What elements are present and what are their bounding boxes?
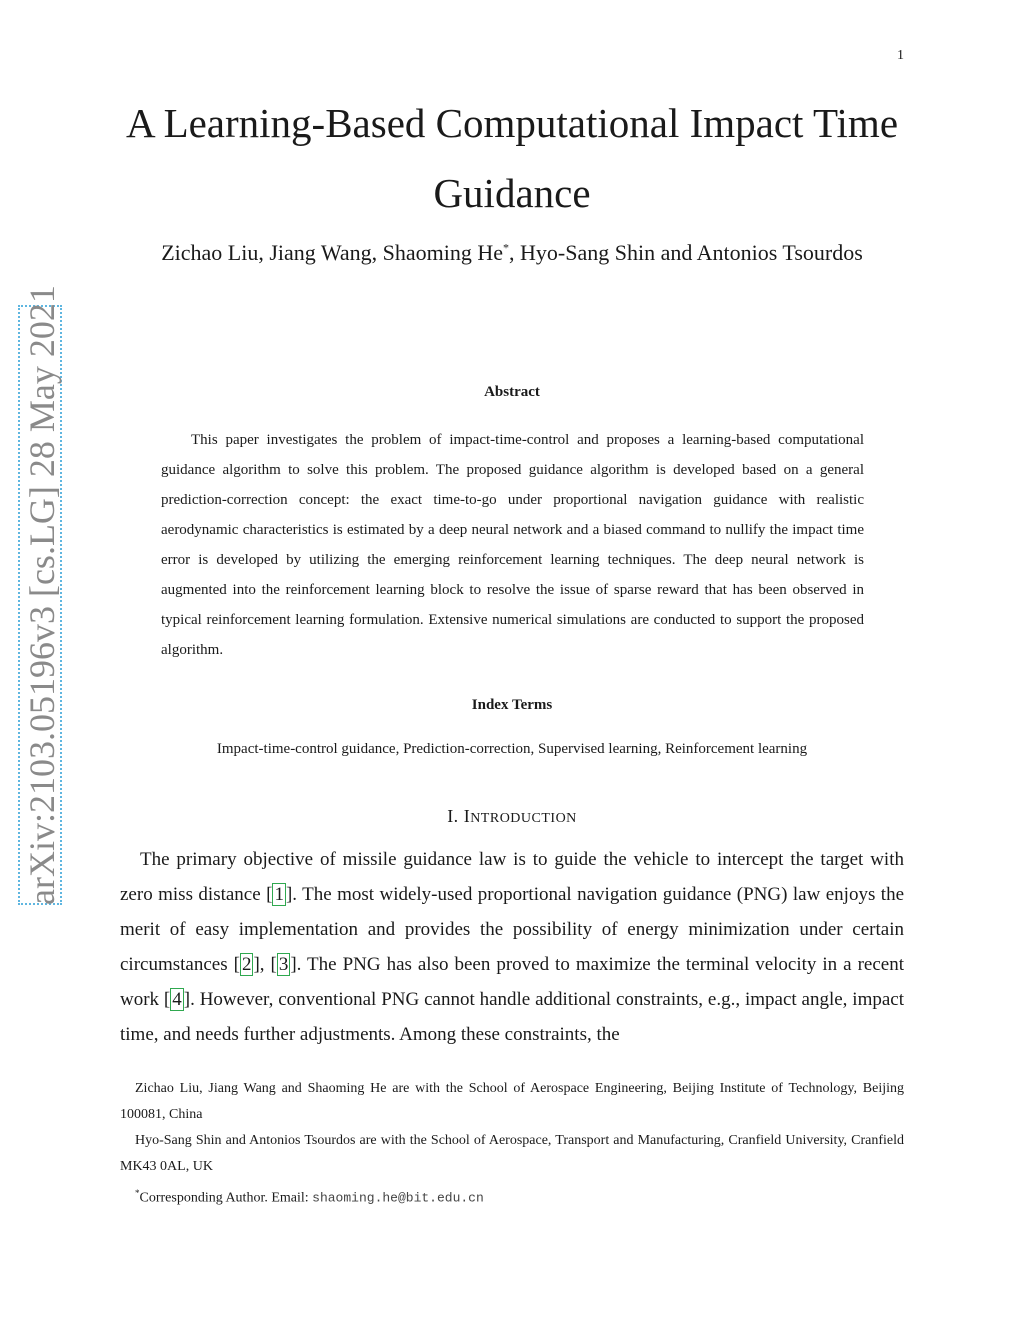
index-terms-heading: Index Terms bbox=[471, 697, 553, 713]
footnote-corresponding-author bbox=[120, 1180, 904, 1212]
intro-text-3: ], [ bbox=[253, 954, 277, 975]
citation-link-3[interactable]: 3 bbox=[278, 954, 289, 975]
section-title-initial: I bbox=[463, 806, 471, 826]
citation-link-2[interactable]: 2 bbox=[241, 954, 252, 975]
section-heading-introduction bbox=[100, 806, 924, 827]
page-number: 1 bbox=[897, 48, 904, 63]
footnote-affiliation-1: Zichao Liu, Jiang Wang and Shaoming He are with the School of Aerospace Engineering, Beijing Institute of Technology, Beijing 100081, China bbox=[120, 1081, 904, 1122]
paper-title: A Learning-Based Computational Impact Time Guidance bbox=[125, 100, 899, 216]
footnote-mark: * bbox=[135, 1188, 140, 1198]
intro-text-4: ]. The PNG has also been proved to maximize the terminal velocity in a recent work [ bbox=[120, 954, 904, 1010]
authors-part-2: , Hyo-Sang Shin and Antonios Tsourdos bbox=[509, 240, 863, 265]
index-terms-text: Impact-time-control guidance, Prediction-correction, Supervised learning, Reinforcement learning bbox=[216, 741, 808, 757]
authors-part-1: Zichao Liu, Jiang Wang, Shaoming He bbox=[161, 240, 504, 265]
citation-link-1[interactable]: 1 bbox=[274, 884, 284, 905]
footnote-corresponding-label: Corresponding Author. Email: bbox=[139, 1190, 313, 1206]
citation-link-4[interactable]: 4 bbox=[172, 989, 182, 1010]
section-numeral: I. bbox=[447, 806, 464, 826]
corresponding-author-mark: * bbox=[503, 240, 510, 255]
abstract-text: This paper investigates the problem of impact-time-control and proposes a learning-based computational guidance algorithm to solve this problem. The proposed guidance algorithm is developed based on a general prediction-correction concept: the exact time-to-go under proportional navigation guidance with realistic aerodynamic characteristics is estimated by a deep neural network and a biased command to nullify the impact time error is developed by utilizing the emerging reinforcement learning techniques. The deep neural network is augmented into the reinforcement learning block to resolve the issue of sparse reward that has been observed in typical reinforcement learning formulation. Extensive numerical simulations are conducted to support the proposed algorithm. bbox=[161, 432, 864, 658]
footnotes bbox=[120, 1076, 904, 1212]
intro-text-2: ]. The most widely-used proportional navigation guidance (PNG) law enjoys the merit of easy implementation and provides the possibility of energy minimization under certain circumstances [ bbox=[120, 884, 904, 975]
introduction-paragraph bbox=[120, 842, 904, 1052]
abstract-heading: Abstract bbox=[484, 384, 540, 400]
author-list bbox=[100, 240, 924, 266]
intro-text-5: ]. However, conventional PNG cannot handle additional constraints, e.g., impact angle, impact time, and needs further adjustments. Among these constraints, the bbox=[120, 989, 904, 1045]
intro-text-1: The primary objective of missile guidance law is to guide the vehicle to intercept the target with zero miss distance [ bbox=[120, 849, 904, 905]
arxiv-identifier[interactable]: arXiv:2103.05196v3 [cs.LG] 28 May 2021 bbox=[22, 285, 62, 905]
corresponding-email[interactable]: shaoming.he@bit.edu.cn bbox=[312, 1190, 484, 1206]
footnote-affiliation-2: Hyo-Sang Shin and Antonios Tsourdos are with the School of Aerospace, Transport and Manufacturing, Cranfield University, Cranfield MK43 0AL, UK bbox=[120, 1133, 904, 1174]
section-title-rest: NTRODUCTION bbox=[470, 811, 577, 826]
